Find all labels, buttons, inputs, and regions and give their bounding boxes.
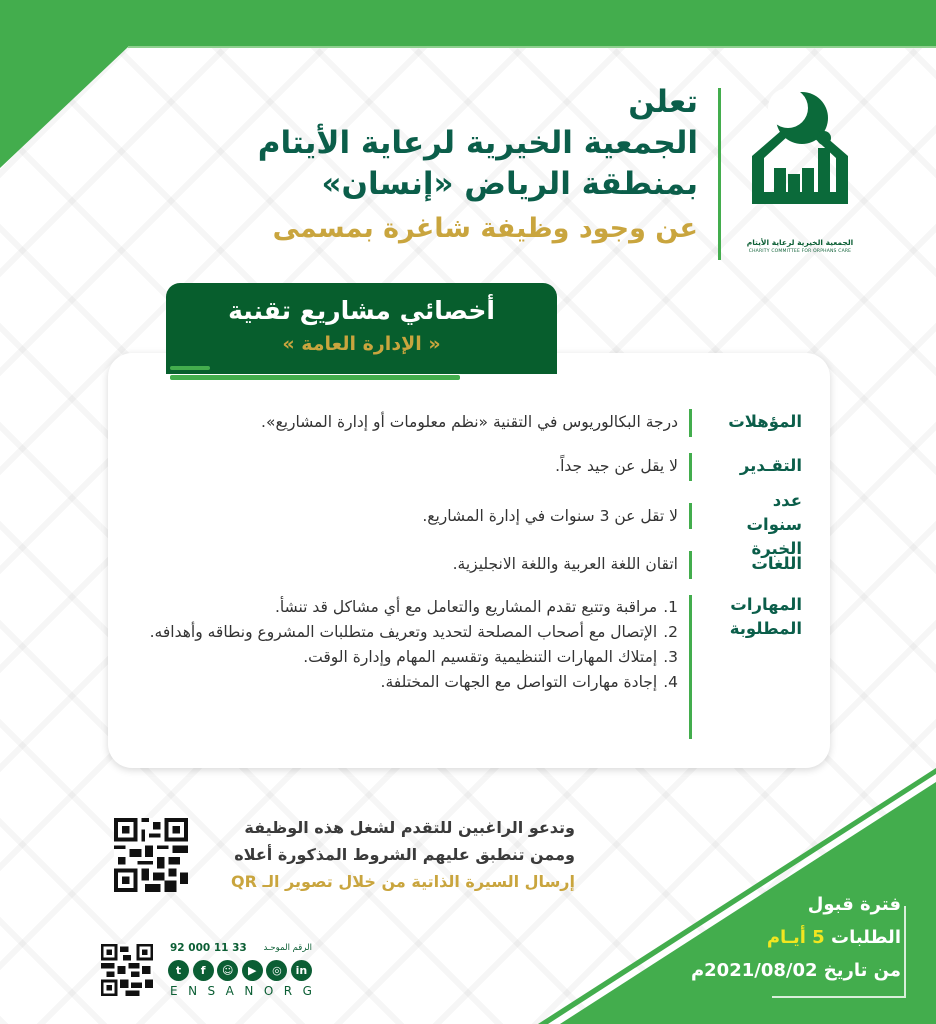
skill-item: 4. إجادة مهارات التواصل مع الجهات المختلفة.: [380, 673, 678, 691]
header-divider: [718, 88, 721, 260]
row-accent-bar: [689, 595, 692, 739]
handle-letter: N: [188, 984, 198, 998]
handle-letter: E: [170, 984, 178, 998]
handle-letter: G: [302, 984, 312, 998]
qr-code-icon[interactable]: [113, 818, 189, 892]
row-accent-bar: [689, 409, 692, 437]
requirement-label: اللغات: [751, 554, 802, 573]
requirement-label: المهارات المطلوبة: [729, 595, 802, 638]
job-title: أخصائي مشاريع تقنية: [228, 296, 495, 325]
facebook-icon[interactable]: f: [193, 960, 214, 981]
header-line-3: بمنطقة الرياض «إنسان»: [321, 166, 698, 202]
hotline: [170, 942, 312, 954]
row-accent-bar: [689, 503, 692, 529]
row-accent-bar: [689, 551, 692, 579]
requirement-label: التقـدير: [739, 456, 802, 475]
qr-code-small-icon[interactable]: [101, 944, 153, 996]
row-accent-bar: [689, 453, 692, 481]
handle-letter: O: [263, 984, 274, 998]
requirements-card: [108, 353, 830, 768]
application-instructions: [205, 814, 575, 895]
cta-line-2: وممن تنطبق عليهم الشروط المذكورة أعلاه: [234, 845, 575, 864]
handle-letter: R: [283, 984, 293, 998]
cta-line-3: إرسال السيرة الذاتية من خلال تصوير الـ QR: [231, 872, 575, 891]
requirement-value: درجة البكالوريوس في التقنية «نظم معلومات أو إدارة المشاريع».: [261, 413, 678, 431]
requirement-value: لا تقل عن 3 سنوات في إدارة المشاريع.: [422, 507, 678, 525]
handle-letter: S: [207, 984, 216, 998]
cta-line-1: وتدعو الراغبين للتقدم لشغل هذه الوظيفة: [244, 818, 575, 837]
banner-accent-short: [170, 366, 210, 370]
youtube-icon[interactable]: ▶: [242, 960, 263, 981]
requirement-label: عدد سنوات الخبرة: [746, 491, 802, 558]
skill-item: 1. مراقبة وتتبع تقدم المشاريع والتعامل مع أي مشاكل قد تنشأ.: [275, 598, 678, 616]
deadline-line-1: فترة قبول: [807, 894, 901, 915]
requirement-label: المؤهلات: [728, 412, 802, 431]
deadline-frame-vertical: [904, 906, 906, 996]
deadline-frame-horizontal: [772, 996, 906, 998]
skill-item: 2. الإتصال مع أصحاب المصلحة لتحديد وتعريف متطلبات المشروع ونطاقه وأهدافه.: [149, 623, 678, 641]
requirement-row-languages: [108, 549, 830, 579]
social-links: [168, 960, 312, 981]
header-line-2: الجمعية الخيرية لرعاية الأيتام: [257, 125, 698, 161]
application-period: [681, 888, 901, 987]
requirement-row-experience: [108, 489, 830, 558]
twitter-icon[interactable]: t: [168, 960, 189, 981]
deadline-line-3: من تاريخ 2021/08/02م: [690, 960, 901, 981]
handle-letter: N: [244, 984, 254, 998]
skills-list: [118, 595, 678, 695]
header-subline: عن وجود وظيفة شاغرة بمسمى: [272, 213, 698, 244]
header-line-1: تعلن: [628, 84, 698, 120]
social-handle: [170, 984, 312, 998]
deadline-duration: 5 أيـام: [766, 927, 825, 948]
hotline-label: الرقم الموحـد: [263, 943, 312, 953]
logo-caption-arabic: الجمعية الخيرية لرعاية الأيتام: [746, 238, 854, 247]
requirement-row-qualifications: [108, 407, 830, 437]
requirement-value: لا يقل عن جيد جداً.: [555, 457, 678, 475]
requirement-row-grade: [108, 451, 830, 481]
job-title-banner: [166, 283, 557, 374]
announcement-header: [238, 82, 698, 247]
logo-caption-english: CHARITY COMMITTEE FOR ORPHANS CARE: [748, 249, 852, 254]
hotline-number[interactable]: 92 000 11 33: [170, 942, 247, 954]
ensan-logo-icon: [744, 88, 856, 258]
banner-accent-long: [170, 375, 460, 380]
skill-item: 3. إمتلاك المهارات التنظيمية وتقسيم المهام وإدارة الوقت.: [303, 648, 678, 666]
job-department: « الإدارة العامة »: [282, 333, 441, 355]
snapchat-icon[interactable]: ☺: [217, 960, 238, 981]
linkedin-icon[interactable]: in: [291, 960, 312, 981]
deadline-prefix: الطلبات: [830, 927, 901, 948]
deadline-line-2: [681, 921, 901, 954]
handle-letter: A: [225, 984, 234, 998]
requirement-row-skills: [108, 593, 830, 743]
instagram-icon[interactable]: ◎: [266, 960, 287, 981]
requirement-value: اتقان اللغة العربية واللغة الانجليزية.: [452, 555, 678, 573]
top-band-divider: [128, 46, 936, 48]
